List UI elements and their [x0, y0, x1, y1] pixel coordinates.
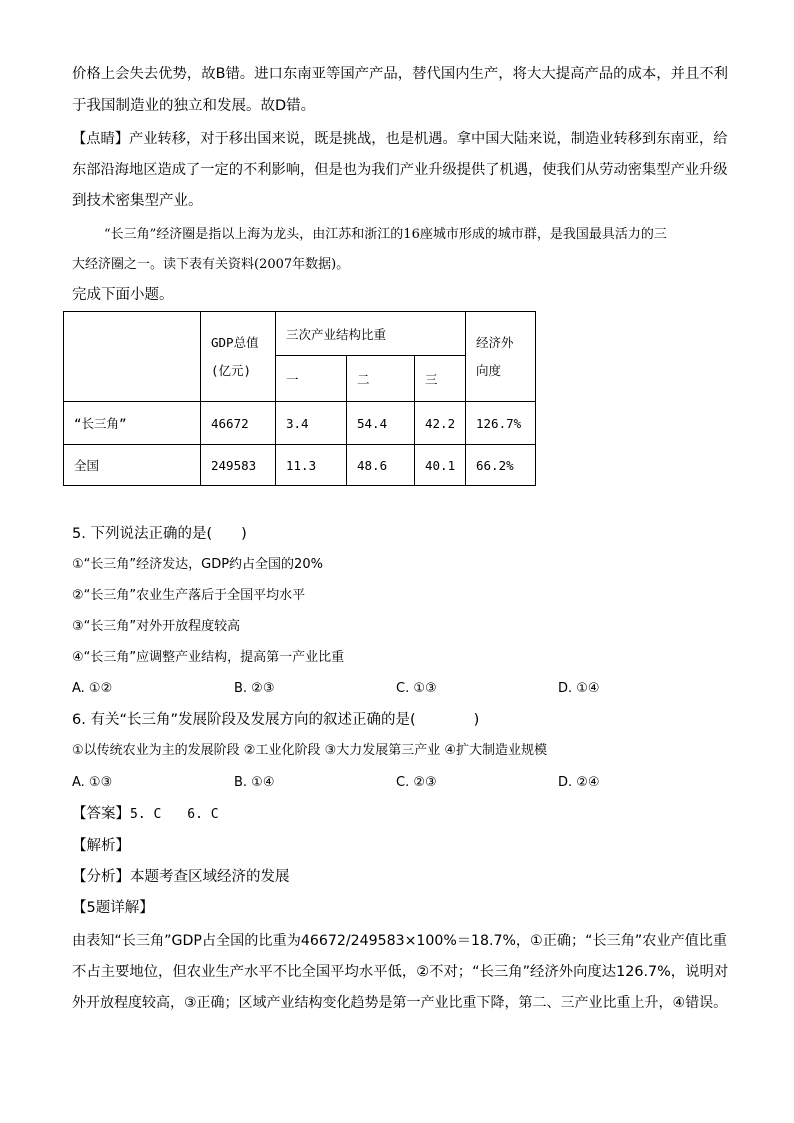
header-structure: 三次产业结构比重: [276, 312, 466, 356]
header-gdp-line-1: GDP总值: [211, 334, 259, 350]
q6-option-b: B. ①④: [234, 775, 275, 790]
q5-option-a: A. ①②: [72, 681, 113, 696]
cell-tertiary: 40.1: [415, 445, 466, 486]
cell-region: 全国: [64, 445, 201, 486]
answer-line: [72, 804, 219, 825]
answer-value: 5. C 6. C: [130, 807, 219, 822]
q6-statements: ①以传统农业为主的发展阶段 ②工业化阶段 ③大力发展第三产业 ④扩大制造业规模: [72, 743, 548, 758]
cell-region: “长三角”: [64, 402, 201, 445]
q5-option-c: C. ①③: [396, 681, 437, 696]
intro-line-2: 于我国制造业的独立和发展。故D错。: [72, 98, 316, 114]
q5-option-b: B. ②③: [234, 681, 275, 696]
passage-line-1: “长三角”经济圈是指以上海为龙头，由江苏和浙江的16座城市形成的城市群，是我国最具活力的三: [104, 227, 667, 242]
cell-gdp: 249583: [201, 445, 276, 486]
comment-line-3: 到技术密集型产业。: [72, 193, 203, 209]
q5-stem: 5. 下列说法正确的是( ): [72, 526, 247, 542]
table-row: [64, 402, 536, 445]
q5-option-d: D. ①④: [558, 681, 600, 696]
q5-statement-1: ①“长三角”经济发达，GDP约占全国的20%: [72, 557, 323, 572]
header-primary: 一: [276, 356, 347, 402]
header-dependency-line-1: 经济外: [476, 334, 514, 350]
table-row: [64, 445, 536, 486]
cell-gdp: 46672: [201, 402, 276, 445]
header-secondary: 二: [347, 356, 415, 402]
analysis-detail-1: 由表知“长三角”GDP占全国的比重为46672/249583×100%＝18.7%，①正确；“长三角”农业产值比重: [72, 933, 728, 949]
analysis-q5-title: 【5题详解】: [72, 900, 154, 916]
analysis-detail-3: 外开放程度较高，③正确；区域产业结构变化趋势是第一产业比重下降，第二、三产业比重上升，④错误。: [72, 995, 728, 1011]
passage-prompt: 完成下面小题。: [72, 287, 174, 303]
q6-stem: 6. 有关“长三角”发展阶段及发展方向的叙述正确的是( ): [72, 712, 480, 728]
q6-option-d: D. ②④: [558, 775, 600, 790]
header-gdp-line-2: (亿元): [211, 362, 252, 378]
q5-statement-2: ②“长三角”农业生产落后于全国平均水平: [72, 588, 306, 603]
cell-primary: 11.3: [276, 445, 347, 486]
q5-statement-3: ③“长三角”对外开放程度较高: [72, 619, 241, 634]
table-corner-cell: [64, 312, 201, 402]
header-dependency: [466, 312, 536, 402]
answer-label: 【答案】: [72, 806, 130, 822]
q5-statement-4: ④“长三角”应调整产业结构，提高第一产业比重: [72, 650, 345, 665]
passage-line-2: 大经济圈之一。读下表有关资料(2007年数据)。: [72, 257, 350, 272]
q6-option-a: A. ①③: [72, 775, 113, 790]
cell-secondary: 54.4: [347, 402, 415, 445]
data-table: [63, 311, 536, 486]
header-tertiary: 三: [415, 356, 466, 402]
cell-dependency: 66.2%: [466, 445, 536, 486]
header-dependency-line-2: 向度: [476, 362, 502, 378]
cell-secondary: 48.6: [347, 445, 415, 486]
analysis-label: 【解析】: [72, 838, 130, 854]
cell-tertiary: 42.2: [415, 402, 466, 445]
analysis-fenxi: 【分析】本题考查区域经济的发展: [72, 869, 290, 885]
header-gdp: [201, 312, 276, 402]
intro-line-1: 价格上会失去优势，故B错。进口东南亚等国产产品，替代国内生产，将大大提高产品的成本，并且不利: [72, 66, 729, 82]
comment-line-1: 【点睛】产业转移，对于移出国来说，既是挑战，也是机遇。拿中国大陆来说，制造业转移到东南亚，给: [72, 131, 728, 147]
q6-option-c: C. ②③: [396, 775, 437, 790]
cell-dependency: 126.7%: [466, 402, 536, 445]
analysis-detail-2: 不占主要地位，但农业生产水平不比全国平均水平低，②不对；“长三角”经济外向度达126.7%，说明对: [72, 964, 729, 980]
comment-line-2: 东部沿海地区造成了一定的不利影响，但是也为我们产业升级提供了机遇，使我们从劳动密集型产业升级: [72, 162, 728, 178]
cell-primary: 3.4: [276, 402, 347, 445]
